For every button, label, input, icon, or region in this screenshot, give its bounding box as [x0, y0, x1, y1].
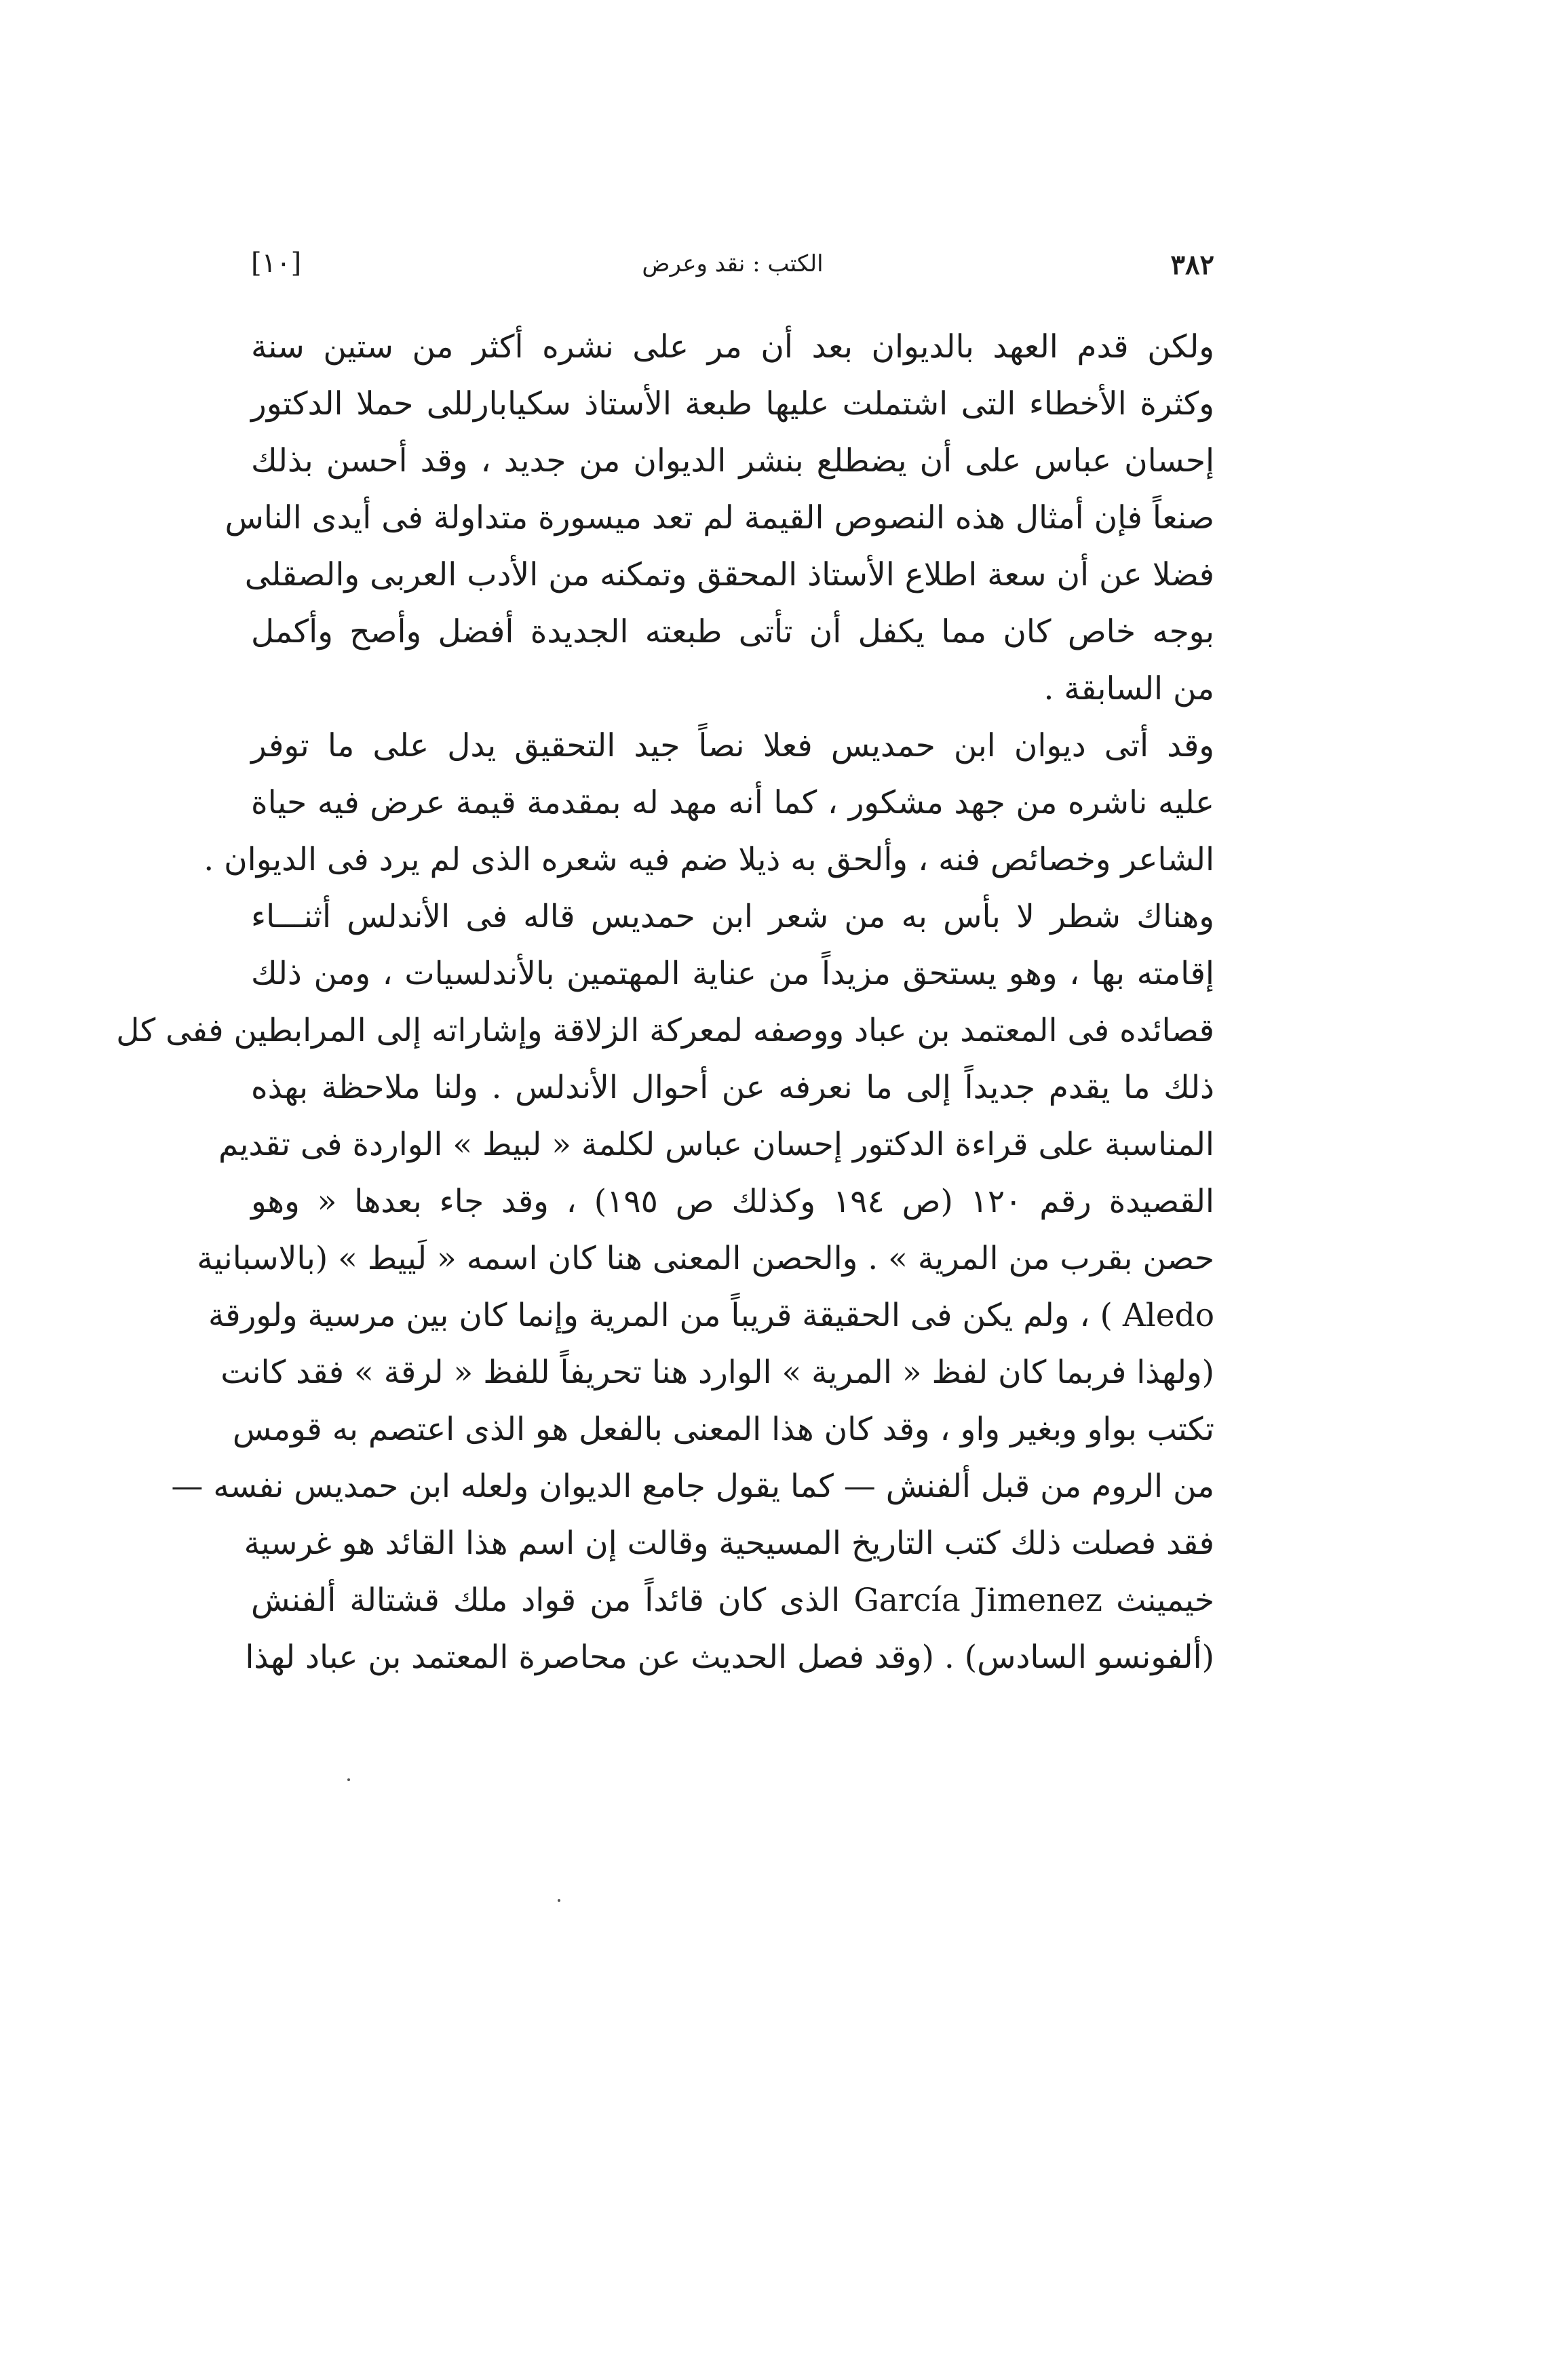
speck-mark [558, 1899, 560, 1902]
text-line: وقد أتى ديوان ابن حمديس فعلا نصاً جيد التحقيق يدل على ما توفر [251, 727, 1214, 764]
text-line: وكثرة الأخطاء التى اشتملت عليها طبعة الأستاذ سكيابارللى حملا الدكتور [251, 385, 1215, 423]
page-number: ٣٨٢ [1170, 249, 1214, 281]
body-text [116, 319, 1215, 1686]
text-line: ولكن قدم العهد بالديوان بعد أن مر على نشره أكثر من ستين سنة [251, 328, 1214, 366]
text-line: بوجه خاص كان مما يكفل أن تأتى طبعته الجديدة أفضل وأصح وأكمل [251, 613, 1214, 650]
text-line: القصيدة رقم ١٢٠ (ص ١٩٤ وكذلك ص ١٩٥) ، وقد جاء بعدها « وهو [251, 1183, 1214, 1220]
text-line: فقد فصلت ذلك كتب التاريخ المسيحية وقالت إن اسم هذا القائد هو غرسية [244, 1525, 1214, 1562]
text-line: صنعاً فإن أمثال هذه النصوص القيمة لم تعد ميسورة متداولة فى أيدى الناس [225, 499, 1214, 537]
text-line: الشاعر وخصائص فنه ، وألحق به ذيلا ضم فيه شعره الذى لم يرد فى الديوان . [204, 841, 1214, 878]
text-line: عليه ناشره من جهد مشكور ، كما أنه مهد له بمقدمة قيمة عرض فيه حياة [251, 784, 1214, 821]
text-line: (ألفونسو السادس) . (وقد فصل الحديث عن محاصرة المعتمد بن عباد لهذا [245, 1639, 1214, 1676]
section-mark: [١٠] [251, 248, 302, 279]
text-line: خيمينث García Jimenez الذى كان قائداً من قواد ملك قشتالة ألفنش [251, 1582, 1214, 1619]
text-line: حصن بقرب من المرية » . والحصن المعنى هنا كان اسمه « لَييط » (بالاسبانية [197, 1240, 1214, 1277]
text-line: إقامته بها ، وهو يستحق مزيداً من عناية المهتمين بالأندلسيات ، ومن ذلك [251, 955, 1214, 992]
text-line: وهناك شطر لا بأس به من شعر ابن حمديس قاله فى الأندلس أثنـــاء [251, 898, 1214, 935]
text-line: ذلك ما يقدم جديداً إلى ما نعرفه عن أحوال الأندلس . ولنا ملاحظة بهذه [251, 1069, 1214, 1106]
text-line: Aledo ) ، ولم يكن فى الحقيقة قريباً من المرية وإنما كان بين مرسية ولورقة [208, 1297, 1214, 1334]
text-line: تكتب بواو وبغير واو ، وقد كان هذا المعنى بالفعل هو الذى اعتصم به قومس [232, 1411, 1214, 1448]
text-line: (ولهذا فربما كان لفظ « المرية » الوارد هنا تحريفاً للفظ « لرقة » فقد كانت [220, 1354, 1214, 1391]
text-line: من الروم من قبل ألفنش — كما يقول جامع الديوان ولعله ابن حمديس نفسه — [171, 1468, 1214, 1505]
page-header [251, 241, 1214, 288]
text-line: إحسان عباس على أن يضطلع بنشر الديوان من جديد ، وقد أحسن بذلك [251, 442, 1214, 480]
text-line: فضلا عن أن سعة اطلاع الأستاذ المحقق وتمكنه من الأدب العربى والصقلى [244, 556, 1214, 593]
text-line: من السابقة . [1043, 670, 1214, 707]
running-title: الكتب : نقد وعرض [642, 250, 824, 277]
speck-mark [347, 1778, 350, 1781]
text-line: المناسبة على قراءة الدكتور إحسان عباس لكلمة « لبيط » الواردة فى تقديم [218, 1126, 1214, 1163]
text-line: قصائده فى المعتمد بن عباد ووصفه لمعركة الزلاقة وإشاراته إلى المرابطين ففى كل [116, 1012, 1214, 1049]
